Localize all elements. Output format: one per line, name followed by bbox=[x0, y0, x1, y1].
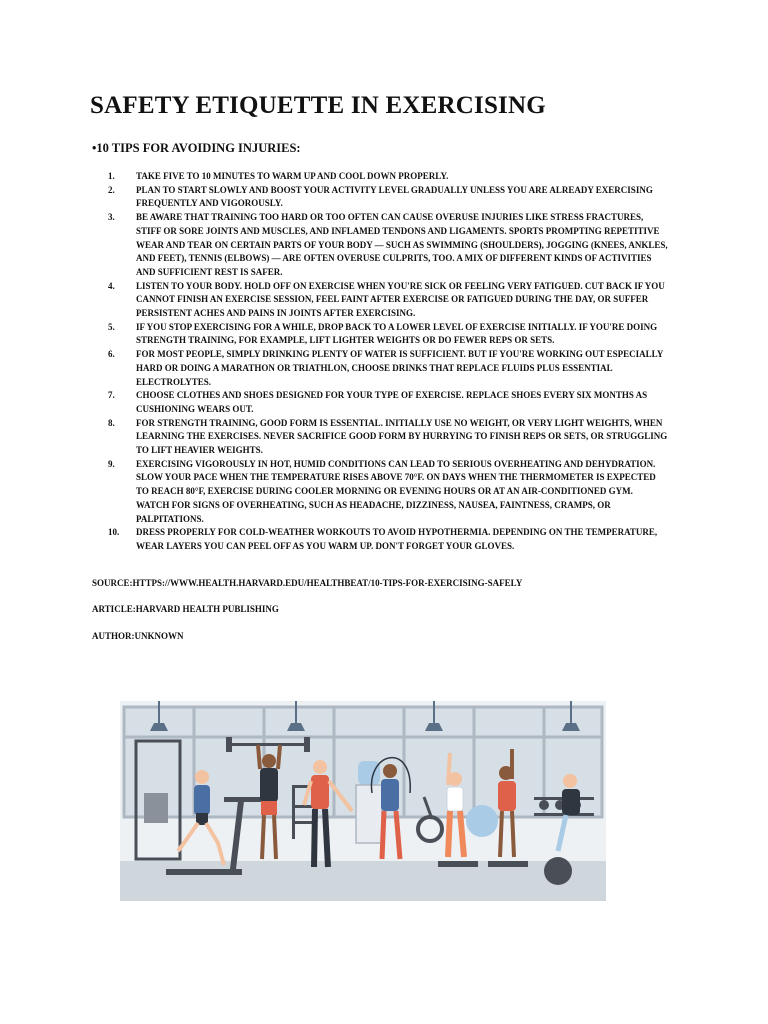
author-line: AUTHOR:UNKNOWN bbox=[92, 631, 184, 641]
gym-illustration bbox=[120, 701, 606, 901]
exercise-ball bbox=[466, 805, 498, 837]
tip-number: 10. bbox=[108, 527, 120, 538]
article-line: ARTICLE:HARVARD HEALTH PUBLISHING bbox=[92, 604, 279, 614]
tip-item bbox=[108, 458, 668, 527]
tip-item bbox=[108, 280, 668, 321]
tip-item bbox=[108, 526, 668, 553]
tip-text: IF YOU STOP EXERCISING FOR A WHILE, DROP BACK TO A LOWER LEVEL OF EXERCISE INITIALLY. IF YOU'RE DOING STRENGTH TRAINING, FOR EXAMPLE, LIFT LIGHTER WEIGHTS OR DO FEWER REPS OR SETS. bbox=[136, 321, 658, 346]
tip-number: 3. bbox=[108, 212, 115, 223]
tip-number: 9. bbox=[108, 458, 115, 469]
tips-subheading: •10 TIPS FOR AVOIDING INJURIES: bbox=[92, 141, 301, 155]
tip-text: FOR STRENGTH TRAINING, GOOD FORM IS ESSENTIAL. INITIALLY USE NO WEIGHT, OR VERY LIGHT WEIGHTS, WHEN LEARNING THE EXERCISES. NEVER SACRIFICE GOOD FORM BY HURRYING TO FINISH REPS OR SETS, OR STRUGGLING TO LIFT HEAVIER WEIGHTS. bbox=[136, 417, 668, 456]
tip-text: TAKE FIVE TO 10 MINUTES TO WARM UP AND COOL DOWN PROPERLY. bbox=[136, 171, 449, 181]
source-line: SOURCE:HTTPS://WWW.HEALTH.HARVARD.EDU/HEALTHBEAT/10-TIPS-FOR-EXERCISING-SAFELY bbox=[92, 578, 523, 588]
floor bbox=[120, 861, 606, 901]
tip-item bbox=[108, 321, 668, 348]
tip-text: BE AWARE THAT TRAINING TOO HARD OR TOO OFTEN CAN CAUSE OVERUSE INJURIES LIKE STRESS FRACTURES, STIFF OR SORE JOINTS AND MUSCLES, AND INFLAMED TENDONS AND LIGAMENTS. SPORTS PROMPTING REPETITIVE WEAR AND TEAR ON CERTAIN PARTS OF YOUR BODY — SUCH AS SWIMMING (SHOULDERS), JOGGING (KNEES, ANKLES, AND FEET), TENNIS (ELBOWS) — ARE OFTEN OVERUSE CULPRITS, TOO. A MIX OF DIFFERENT KINDS OF ACTIVITIES AND SUFFICIENT REST IS SAFER. bbox=[136, 212, 668, 277]
tip-number: 5. bbox=[108, 321, 115, 332]
tip-item bbox=[108, 389, 668, 416]
tip-text: EXERCISING VIGOROUSLY IN HOT, HUMID CONDITIONS CAN LEAD TO SERIOUS OVERHEATING AND DEHYDRATION. SLOW YOUR PACE WHEN THE TEMPERATURE RISES ABOVE 70°F. ON DAYS WHEN THE THERMOMETER IS EXPECTED TO REACH 80°F, EXERCISE DURING COOLER MORNING OR EVENING HOURS OR AT AN AIR-CONDITIONED GYM. WATCH FOR SIGNS OF OVERHEATING, SUCH AS HEADACHE, DIZZINESS, NAUSEA, FAINTNESS, CRAMPS, OR PALPITATIONS. bbox=[136, 458, 656, 524]
page-title: SAFETY ETIQUETTE IN EXERCISING bbox=[90, 92, 546, 119]
tip-text: CHOOSE CLOTHES AND SHOES DESIGNED FOR YOUR TYPE OF EXERCISE. REPLACE SHOES EVERY SIX MONTHS AS CUSHIONING WEARS OUT. bbox=[136, 390, 648, 414]
tip-number: 7. bbox=[108, 390, 115, 401]
tip-text: PLAN TO START SLOWLY AND BOOST YOUR ACTIVITY LEVEL GRADUALLY UNLESS YOU ARE ALREADY EXERCISING FREQUENTLY AND VIGOROUSLY. bbox=[136, 184, 653, 209]
tip-number: 6. bbox=[108, 349, 115, 360]
tip-text: DRESS PROPERLY FOR COLD-WEATHER WORKOUTS TO AVOID HYPOTHERMIA. DEPENDING ON THE TEMPERATURE, WEAR LAYERS YOU CAN PEEL OFF AS YOU WARM UP. DON'T FORGET YOUR GLOVES. bbox=[136, 527, 658, 551]
tips-list bbox=[108, 170, 668, 554]
tip-text: FOR MOST PEOPLE, SIMPLY DRINKING PLENTY OF WATER IS SUFFICIENT. BUT IF YOU'RE WORKING OUT ESPECIALLY HARD OR DOING A MARATHON OR TRIATHLON, CHOOSE DRINKS THAT REPLACE FLUIDS PLUS ESSENTIAL ELECTROLYTES. bbox=[136, 349, 664, 387]
tip-item bbox=[108, 348, 668, 389]
tip-number: 2. bbox=[108, 184, 115, 195]
tip-item bbox=[108, 170, 668, 184]
tip-item bbox=[108, 417, 668, 458]
tip-item bbox=[108, 211, 668, 280]
tip-number: 4. bbox=[108, 280, 115, 291]
water-cooler bbox=[356, 761, 382, 843]
tip-item bbox=[108, 184, 668, 211]
tip-number: 8. bbox=[108, 417, 115, 428]
tip-number: 1. bbox=[108, 171, 115, 181]
tip-text: LISTEN TO YOUR BODY. HOLD OFF ON EXERCISE WHEN YOU'RE SICK OR FEELING VERY FATIGUED. CUT BACK IF YOU CANNOT FINISH AN EXERCISE SESSION, FEEL FAINT AFTER EXERCISE OR FATIGUED DURING THE DAY, OR SUFFER PERSISTENT ACHES AND PAINS IN JOINTS AFTER EXERCISING. bbox=[136, 280, 665, 319]
